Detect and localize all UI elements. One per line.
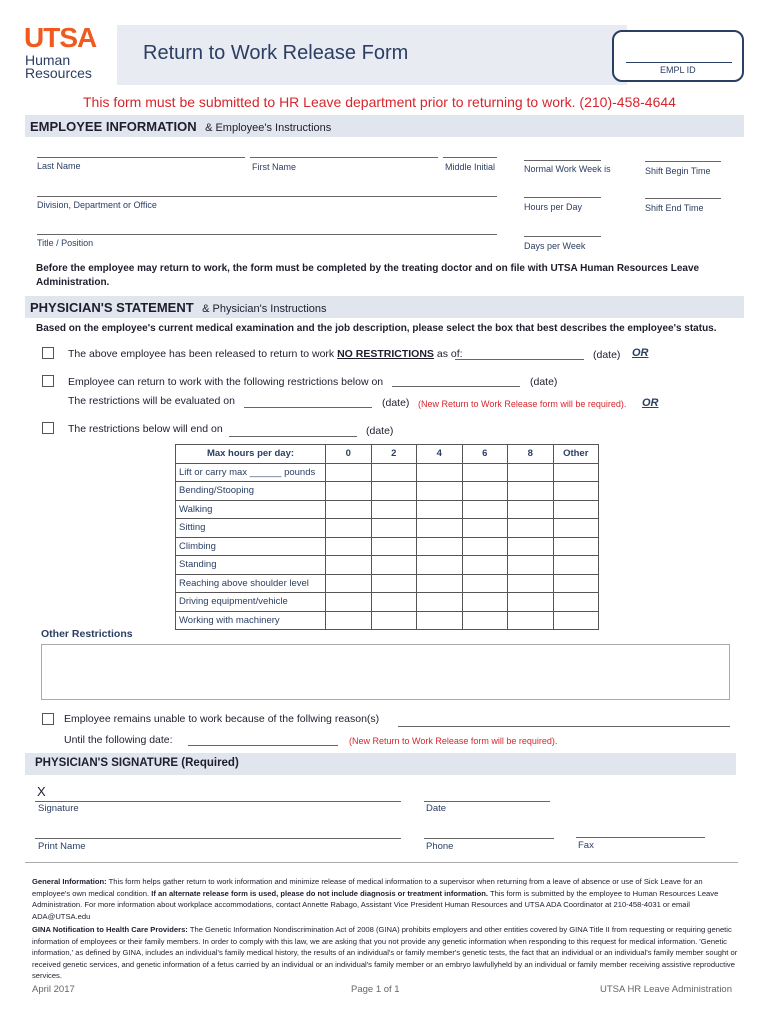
cell[interactable] <box>553 519 599 538</box>
cell[interactable] <box>508 463 554 482</box>
row-label: Climbing <box>176 537 326 556</box>
physician-section-title: PHYSICIAN'S STATEMENT <box>30 300 194 315</box>
cell[interactable] <box>462 500 508 519</box>
division-label: Division, Department or Office <box>37 200 157 210</box>
normal-week-line[interactable] <box>524 160 601 161</box>
cell[interactable] <box>371 556 417 575</box>
col-header: 0 <box>326 445 372 464</box>
cell[interactable] <box>371 519 417 538</box>
option1-or: OR <box>632 347 649 359</box>
new-form-note-2: (New Return to Work Release form will be required). <box>349 736 558 746</box>
option1-prefix: The above employee has been released to return to work <box>68 348 335 360</box>
cell[interactable] <box>462 574 508 593</box>
sig-date-line[interactable] <box>424 801 550 802</box>
shift-end-label: Shift End Time <box>645 203 704 213</box>
physician-section-header <box>30 299 327 317</box>
submit-notice: This form must be submitted to HR Leave department prior to returning to work. (210)-458-4644 <box>83 94 676 110</box>
cell[interactable] <box>417 463 463 482</box>
signature-section-title: PHYSICIAN'S SIGNATURE (Required) <box>35 757 239 769</box>
max-hours-header: Max hours per day: <box>176 445 326 464</box>
other-restrictions-textarea[interactable] <box>41 644 730 700</box>
table-header-row <box>176 445 599 464</box>
table-row <box>176 556 599 575</box>
cell[interactable] <box>508 611 554 630</box>
normal-week-label: Normal Work Week is <box>524 164 611 174</box>
general-info-text2: This form is submitted by the employee to Human Resources Leave Administration. For more information about workplace accommodations, contact Annette Rabago, Assistant Vice President Human Resources and UTSA ADA Coordinator at 210-458-4031 or email ADA@UTSA.edu <box>32 888 719 921</box>
cell[interactable] <box>462 593 508 612</box>
option1-text <box>68 348 463 360</box>
col-header: 2 <box>371 445 417 464</box>
cell[interactable] <box>417 519 463 538</box>
until-date-line[interactable] <box>188 745 338 746</box>
hours-per-day-line[interactable] <box>524 197 601 198</box>
table-row <box>176 482 599 501</box>
option3-text: The restrictions below will end on <box>68 423 223 435</box>
cell[interactable] <box>462 556 508 575</box>
cell[interactable] <box>462 537 508 556</box>
cell[interactable] <box>462 482 508 501</box>
row-label: Driving equipment/vehicle <box>176 593 326 612</box>
logo-line-1: Human <box>25 52 71 68</box>
days-per-week-line[interactable] <box>524 236 601 237</box>
other-restrictions-label: Other Restrictions <box>41 628 133 640</box>
fax-label: Fax <box>578 840 594 851</box>
option2-date-label: (date) <box>530 376 558 388</box>
first-name-line[interactable] <box>250 157 438 158</box>
unable-to-work-checkbox[interactable] <box>42 713 54 725</box>
table-row <box>176 463 599 482</box>
cell[interactable] <box>417 593 463 612</box>
until-text: Until the following date: <box>64 734 173 746</box>
shift-begin-line[interactable] <box>645 161 721 162</box>
cell[interactable] <box>417 482 463 501</box>
title-position-label: Title / Position <box>37 238 94 248</box>
employee-section-header <box>30 118 331 136</box>
employee-section-title: EMPLOYEE INFORMATION <box>30 119 197 134</box>
cell[interactable] <box>371 593 417 612</box>
cell[interactable] <box>326 500 372 519</box>
signature-x-mark: X <box>37 784 46 799</box>
general-info-text1: This form helps gather return to work information and minimize release of medical information to a supervisor when returning from a leave of absence or use of Sick Leave for an employee's own medical condition. <box>32 877 703 898</box>
no-restrictions-checkbox[interactable] <box>42 347 54 359</box>
cell[interactable] <box>508 519 554 538</box>
option2-date-line[interactable] <box>392 386 520 387</box>
shift-end-line[interactable] <box>645 198 721 199</box>
cell[interactable] <box>553 463 599 482</box>
gina-notice <box>32 924 740 982</box>
shift-begin-label: Shift Begin Time <box>645 166 711 176</box>
sig-date-label: Date <box>426 803 447 814</box>
fax-line[interactable] <box>576 837 705 838</box>
option1-date-label: (date) <box>593 349 621 361</box>
cell[interactable] <box>553 500 599 519</box>
last-name-line[interactable] <box>37 157 245 158</box>
option3-date-line[interactable] <box>229 436 357 437</box>
option2-or: OR <box>642 397 659 409</box>
signature-line[interactable] <box>35 801 401 802</box>
row-label: Standing <box>176 556 326 575</box>
option1-suffix: as of: <box>436 348 463 360</box>
empl-id-label: EMPL ID <box>660 65 696 75</box>
with-restrictions-checkbox[interactable] <box>42 375 54 387</box>
empl-id-line <box>626 62 732 63</box>
cell[interactable] <box>508 593 554 612</box>
evaluation-date-line[interactable] <box>244 407 372 408</box>
cell[interactable] <box>553 556 599 575</box>
cell[interactable] <box>462 519 508 538</box>
cell[interactable] <box>326 537 372 556</box>
print-name-line[interactable] <box>35 838 401 839</box>
divider <box>25 862 738 863</box>
phone-line[interactable] <box>424 838 554 839</box>
physician-instructions-link[interactable]: & Physician's Instructions <box>202 303 327 315</box>
row-label: Working with machinery <box>176 611 326 630</box>
cell[interactable] <box>417 611 463 630</box>
cell[interactable] <box>553 482 599 501</box>
logo-line-2: Resources <box>25 65 92 81</box>
gina-text: The Genetic Information Nondiscrimination Act of 2008 (GINA) prohibits employers and other entities covered by GINA Title II from requesting or requiring genetic information of employees or their family members. In order to comply with this law, we are asking that you not provide any genetic information when responding to this request for medical information. 'Genetic information,' as defined by GINA, includes an individual's family medical history, the results of an individual's or family member's genetic tests, the fact that an individual or an individual's family member sought or received genetic services, and genetic information of a fetus carried by an individual or an individual's family member or an embryo lawfullyheld by an individual or family member receiving assistive reproductive services. <box>32 925 738 980</box>
cell[interactable] <box>371 482 417 501</box>
cell[interactable] <box>508 574 554 593</box>
signature-label: Signature <box>38 803 79 814</box>
cell[interactable] <box>508 537 554 556</box>
cell[interactable] <box>326 463 372 482</box>
table-row <box>176 537 599 556</box>
cell[interactable] <box>417 537 463 556</box>
restrictions-table <box>175 444 599 630</box>
before-note: Before the employee may return to work, the form must be completed by the treating doctor and on file with UTSA Human Resources Leave Administration. <box>36 263 700 288</box>
division-line[interactable] <box>37 196 497 197</box>
col-header: 6 <box>462 445 508 464</box>
cell[interactable] <box>326 574 372 593</box>
first-name-label: First Name <box>252 162 297 172</box>
evaluation-date-label: (date) <box>382 397 410 409</box>
row-label: Reaching above shoulder level <box>176 574 326 593</box>
general-info <box>32 876 740 922</box>
middle-initial-line[interactable] <box>443 157 497 158</box>
cell[interactable] <box>462 611 508 630</box>
general-info-label: General Information: <box>32 877 107 886</box>
cell[interactable] <box>326 556 372 575</box>
cell[interactable] <box>462 463 508 482</box>
row-label: Bending/Stooping <box>176 482 326 501</box>
cell[interactable] <box>553 574 599 593</box>
cell[interactable] <box>553 611 599 630</box>
general-info-bold: If an alternate release form is used, please do not include diagnosis or treatment information. <box>151 888 488 898</box>
unable-reason-line[interactable] <box>398 726 730 727</box>
cell[interactable] <box>326 519 372 538</box>
cell[interactable] <box>371 463 417 482</box>
cell[interactable] <box>508 500 554 519</box>
cell[interactable] <box>371 611 417 630</box>
table-row <box>176 593 599 612</box>
option1-date-line[interactable] <box>455 359 584 360</box>
row-label: Walking <box>176 500 326 519</box>
cell[interactable] <box>326 593 372 612</box>
middle-initial-label: Middle Initial <box>445 162 496 172</box>
new-form-note-1: (New Return to Work Release form will be required). <box>418 399 627 409</box>
col-header: Other <box>553 445 599 464</box>
physician-intro: Based on the employee's current medical examination and the job description, please select the box that best describes the employee's status. <box>36 323 717 334</box>
option2-line2: The restrictions will be evaluated on <box>68 395 235 407</box>
cell[interactable] <box>508 482 554 501</box>
cell[interactable] <box>417 556 463 575</box>
col-header: 4 <box>417 445 463 464</box>
cell[interactable] <box>371 574 417 593</box>
no-restrictions-label: NO RESTRICTIONS <box>337 348 434 360</box>
utsa-logo: UTSA <box>24 22 97 53</box>
cell[interactable] <box>371 500 417 519</box>
gina-label: GINA Notification to Health Care Providers: <box>32 925 188 934</box>
table-row <box>176 611 599 630</box>
table-row <box>176 519 599 538</box>
option3-date-label: (date) <box>366 425 394 437</box>
footer-page: Page 1 of 1 <box>351 984 400 995</box>
cell[interactable] <box>371 537 417 556</box>
days-per-week-label: Days per Week <box>524 241 586 251</box>
cell[interactable] <box>417 574 463 593</box>
cell[interactable] <box>553 537 599 556</box>
cell[interactable] <box>553 593 599 612</box>
phone-label: Phone <box>426 841 454 852</box>
cell[interactable] <box>326 482 372 501</box>
employee-instructions-link[interactable]: & Employee's Instructions <box>205 122 332 134</box>
footer-dept: UTSA HR Leave Administration <box>600 984 733 995</box>
title-position-line[interactable] <box>37 234 497 235</box>
option2-line1: Employee can return to work with the following restrictions below on <box>68 376 384 388</box>
cell[interactable] <box>326 611 372 630</box>
footer-date: April 2017 <box>32 984 75 995</box>
hours-per-day-label: Hours per Day <box>524 202 583 212</box>
unable-text: Employee remains unable to work because of the follwing reason(s) <box>64 713 380 725</box>
cell[interactable] <box>508 556 554 575</box>
print-name-label: Print Name <box>38 841 86 852</box>
row-label: Sitting <box>176 519 326 538</box>
table-row <box>176 574 599 593</box>
last-name-label: Last Name <box>37 161 81 171</box>
col-header: 8 <box>508 445 554 464</box>
row-label: Lift or carry max ______ pounds <box>176 463 326 482</box>
cell[interactable] <box>417 500 463 519</box>
table-row <box>176 500 599 519</box>
form-title: Return to Work Release Form <box>143 42 409 64</box>
restrictions-end-checkbox[interactable] <box>42 422 54 434</box>
